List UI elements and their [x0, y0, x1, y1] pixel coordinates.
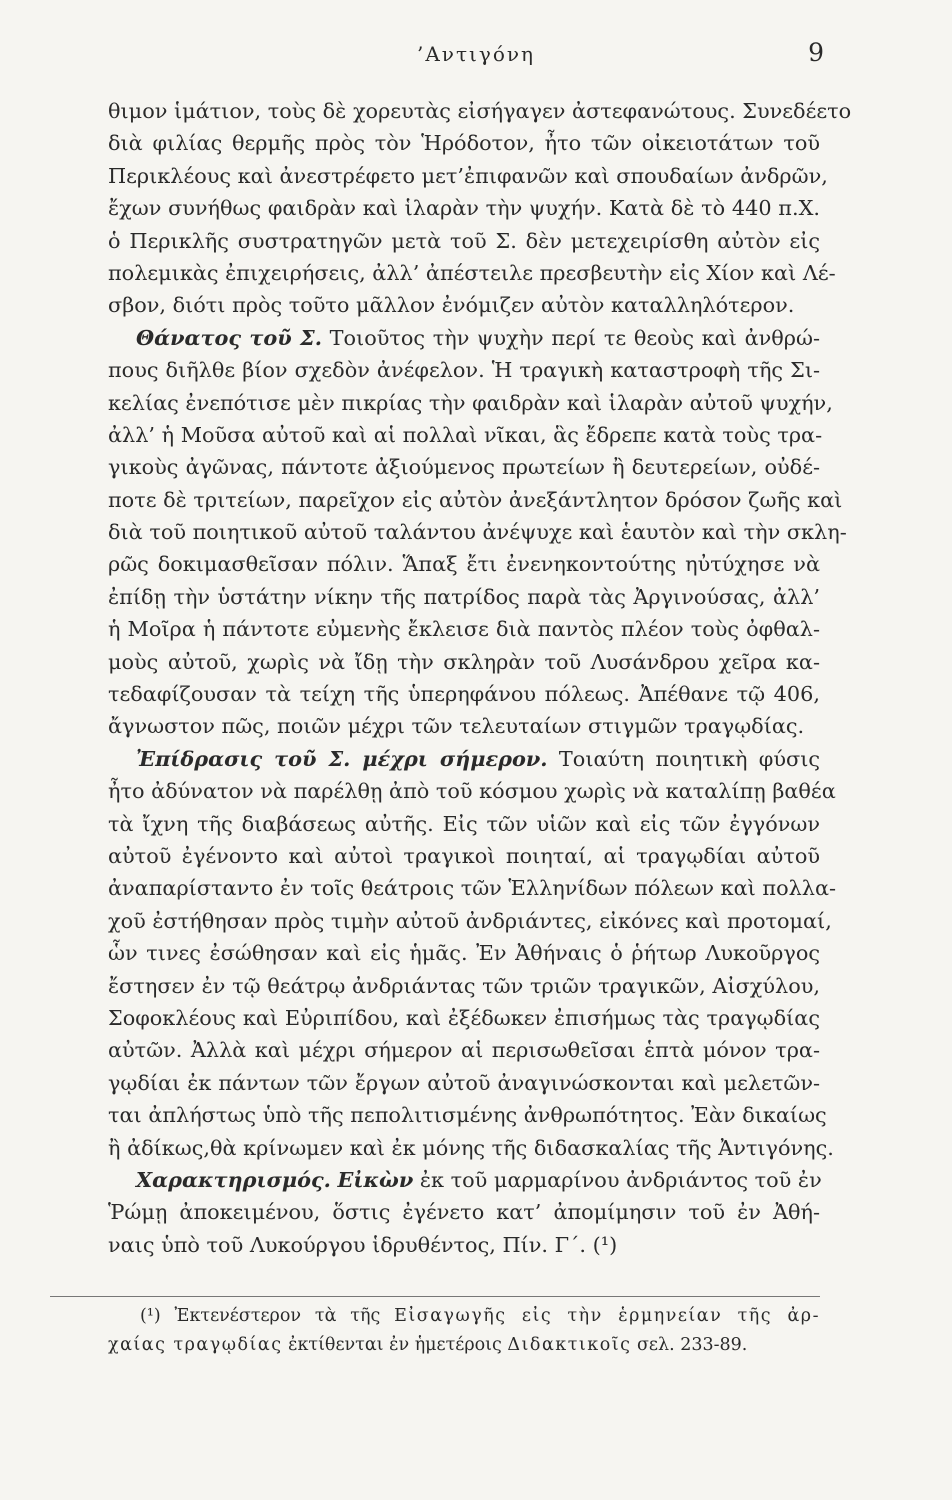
text-line: Περικλέους καὶ ἀνεστρέφετο μετ’ἐπιφανῶν καὶ σπουδαίων ἀνδρῶν, [108, 163, 828, 188]
text-line: ἄγνωστον πῶς, ποιῶν μέχρι τῶν τελευταίων στιγμῶν τραγῳδίας. [108, 714, 805, 739]
text-line: ρῶς δοκιμασθεῖσαν πόλιν. Ἅπαξ ἔτι ἐνενηκοντούτης ηὐτύχησε νὰ [108, 552, 820, 577]
section-line [108, 322, 820, 354]
text-line: ἢ ἀδίκως,θὰ κρίνωμεν καὶ ἐκ μόνης τῆς διδασκαλίας τῆς Ἀντιγόνης. [108, 1135, 834, 1160]
running-title: ’Αντιγόνη [417, 42, 535, 66]
text-line: σβον, διότι πρὸς τοῦτο μᾶλλον ἐνόμιζεν αὐτὸν καταλληλότερον. [108, 293, 795, 318]
text-line: γικοὺς ἀγῶνας, πάντοτε ἀξιούμενος πρωτείων ἢ δευτερείων, οὐδέ- [108, 455, 820, 480]
text-line: ἐπίδῃ τὴν ὑστάτην νίκην τῆς πατρίδος παρὰ τὰς Ἀργινούσας, ἀλλ’ [108, 584, 820, 609]
body-text [108, 95, 852, 1261]
section-heading-image: Εἰκὼν [337, 1166, 414, 1192]
section-heading-characterization: Χαρακτηρισμός. [136, 1166, 331, 1192]
text-line: ἔχων συνήθως φαιδρὰν καὶ ἱλαρὰν τὴν ψυχήν. Κατὰ δὲ τὸ 440 π.Χ. [108, 196, 820, 221]
footnote-line [108, 1302, 820, 1331]
text-line: διὰ φιλίας θερμῆς πρὸς τὸν Ἡρόδοτον, ἦτο τῶν οἰκειοτάτων τοῦ [108, 131, 820, 156]
text-run: σελ. 233-89. [631, 1335, 748, 1355]
spaced-title: Εἰσαγωγῆς εἰς τὴν ἑρμηνείαν τῆς ἀρ- [394, 1306, 820, 1326]
text-line: ὁ Περικλῆς συστρατηγῶν μετὰ τοῦ Σ. δὲν μετεχειρίσθη αὐτὸν εἰς [108, 228, 820, 253]
text-line: ται ἀπλήστως ὑπὸ τῆς πεπολιτισμένης ἀνθρωπότητος. Ἐὰν δικαίως [108, 1103, 827, 1128]
footnotes [108, 1302, 820, 1360]
text-run: ἐκτίθενται ἐν ἡμετέροις [282, 1335, 508, 1355]
text-line: ἀναπαρίσταντο ἐν τοῖς θεάτροις τῶν Ἑλληνίδων πόλεων καὶ πολλα- [108, 876, 837, 901]
text-line: πολεμικὰς ἐπιχειρήσεις, ἀλλ’ ἀπέστειλε πρεσβευτὴν εἰς Χίον καὶ Λέ- [108, 260, 836, 285]
text-line: ἡ Μοῖρα ἡ πάντοτε εὐμενὴς ἔκλεισε διὰ παντὸς πλέον τοὺς ὀφθαλ- [108, 617, 820, 642]
footnote-line [108, 1331, 820, 1360]
text-line: ἦτο ἀδύνατον νὰ παρέλθῃ ἀπὸ τοῦ κόσμου χωρὶς νὰ καταλίπῃ βαθέα [108, 779, 836, 804]
text-run: (¹) Ἐκτενέστερον τὰ τῆς [140, 1306, 395, 1326]
spaced-title: χαίας τραγῳδίας [108, 1335, 283, 1355]
section-heading-influence: Ἐπίδρασις τοῦ Σ. μέχρι σήμερον. [136, 745, 548, 771]
text-run: Τοιαύτη ποιητικὴ φύσις [547, 746, 821, 771]
text-line: τεδαφίζουσαν τὰ τείχη τῆς ὑπερηφάνου πόλεως. Ἀπέθανε τῷ 406, [108, 682, 820, 707]
text-line: κελίας ἐνεπότισε μὲν πικρίας τὴν φαιδρὰν καὶ ἱλαρὰν αὐτοῦ ψυχήν, [108, 390, 833, 415]
text-line: ὧν τινες ἐσώθησαν καὶ εἰς ἡμᾶς. Ἐν Ἀθήναις ὁ ῥήτωρ Λυκοῦργος [108, 941, 820, 966]
text-line: γῳδίαι ἐκ πάντων τῶν ἔργων αὐτοῦ ἀναγινώσκονται καὶ μελετῶν- [108, 1070, 820, 1095]
text-line: αὐτοῦ ἐγένοντο καὶ αὐτοὶ τραγικοὶ ποιηταί, αἱ τραγῳδίαι αὐτοῦ [108, 843, 820, 868]
text-line: ποτε δὲ τριτείων, παρεῖχον εἰς αὐτὸν ἀνεξάντλητον δρόσον ζωῆς καὶ [108, 487, 843, 512]
text-line: αὐτῶν. Ἀλλὰ καὶ μέχρι σήμερον αἱ περισωθεῖσαι ἑπτὰ μόνον τρα- [108, 1038, 820, 1063]
text-line: Σοφοκλέους καὶ Εὐριπίδου, καὶ ἐξέδωκεν ἐπισήμως τὰς τραγῳδίας [108, 1005, 820, 1030]
text-line: θιμον ἱμάτιον, τοὺς δὲ χορευτὰς εἰσήγαγεν ἀστεφανώτους. Συνεδέετο [108, 99, 852, 123]
text-line: διὰ τοῦ ποιητικοῦ αὐτοῦ ταλάντου ἀνέψυχε καὶ ἑαυτὸν καὶ τὴν σκλη- [108, 520, 847, 545]
page-header [0, 38, 952, 78]
text-run: Τοιοῦτος τὴν ψυχὴν περί τε θεοὺς καὶ ἀνθρώ- [321, 325, 820, 350]
section-heading-death: Θάνατος τοῦ Σ. [136, 324, 322, 350]
text-line: ἔστησεν ἐν τῷ θεάτρῳ ἀνδριάντας τῶν τριῶν τραγικῶν, Αἰσχύλου, [108, 973, 820, 998]
page-number: 9 [808, 38, 824, 67]
section-line [108, 1164, 820, 1196]
text-line: ναις ὑπὸ τοῦ Λυκούργου ἱδρυθέντος, Πίν. Γ΄. (¹) [108, 1232, 618, 1257]
text-line: Ῥώμῃ ἀποκειμένου, ὅστις ἐγένετο κατ’ ἀπομίμησιν τοῦ ἐν Ἀθή- [108, 1200, 820, 1225]
text-run: ἐκ τοῦ μαρμαρίνου ἀνδριάντος τοῦ ἐν [413, 1167, 822, 1192]
spaced-title: Διδακτικοῖς [507, 1335, 632, 1355]
section-line [108, 743, 820, 775]
text-line: τὰ ἴχνη τῆς διαβάσεως αὐτῆς. Εἰς τῶν υἱῶν καὶ εἰς τῶν ἐγγόνων [108, 811, 820, 836]
text-line: ἀλλ’ ἡ Μοῦσα αὐτοῦ καὶ αἱ πολλαὶ νῖκαι, ἃς ἔδρεπε κατὰ τοὺς τρα- [108, 422, 823, 447]
text-line: μοὺς αὐτοῦ, χωρὶς νὰ ἴδῃ τὴν σκληρὰν τοῦ Λυσάνδρου χεῖρα κα- [108, 649, 820, 674]
text-line: χοῦ ἐστήθησαν πρὸς τιμὴν αὐτοῦ ἀνδριάντες, εἰκόνες καὶ προτομαί, [108, 908, 832, 933]
footnote-rule [50, 1296, 820, 1297]
text-line: πους διῆλθε βίον σχεδὸν ἀνέφελον. Ἡ τραγικὴ καταστροφὴ τῆς Σι- [108, 358, 820, 383]
